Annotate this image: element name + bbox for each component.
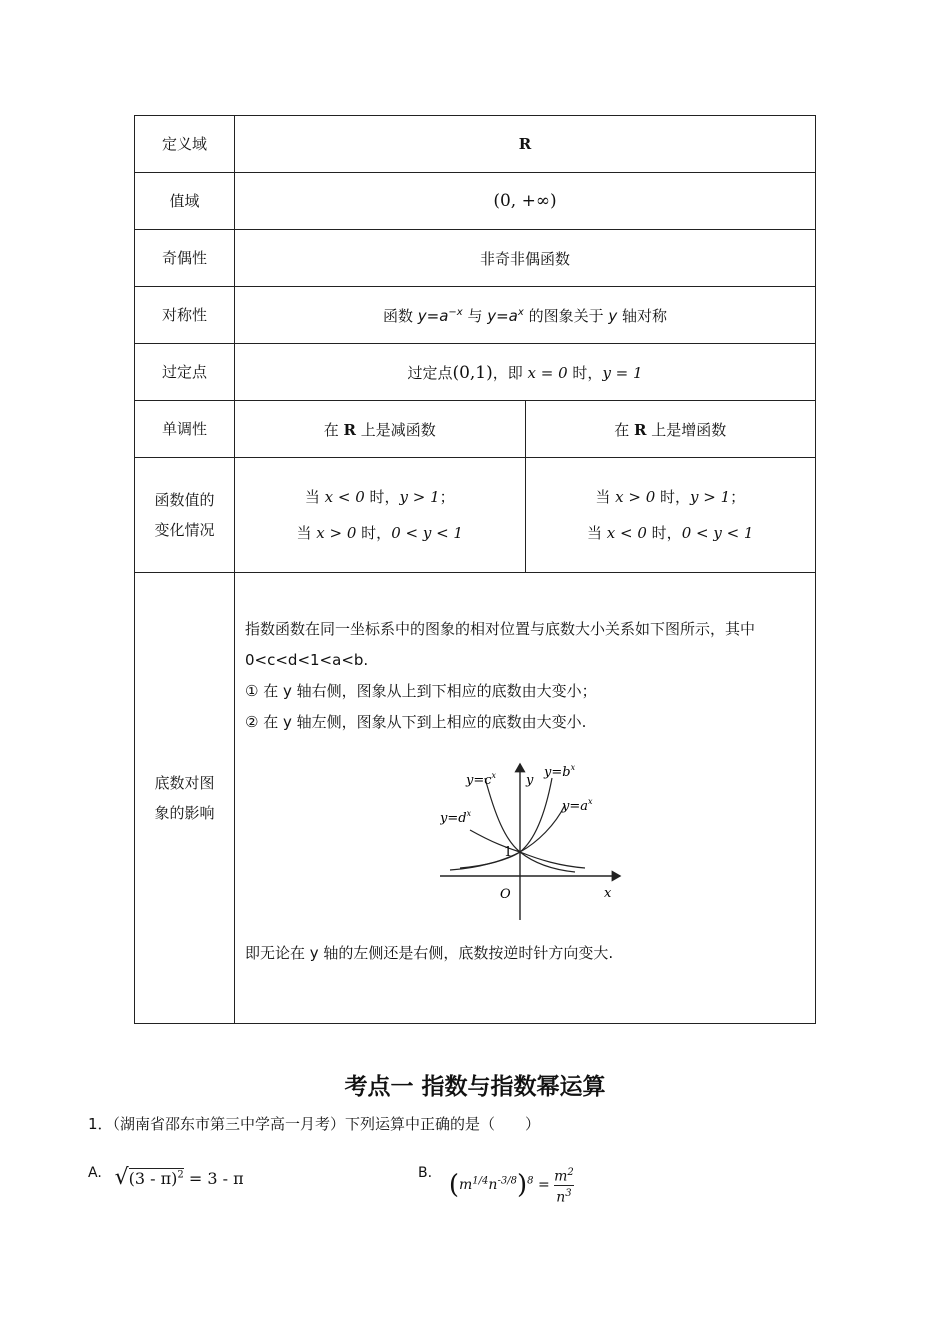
label-monotonic: 单调性 — [135, 401, 235, 458]
label-curve-b: $y=b^x$ — [544, 763, 576, 780]
label-curve-d: $y=d^x$ — [440, 809, 472, 826]
label-fixed-point: 过定点 — [135, 344, 235, 401]
label-symmetry: 对称性 — [135, 287, 235, 344]
label-axis-x: x — [604, 886, 612, 901]
value-change-line: 当 x < 0 时，0 < y < 1 — [587, 524, 754, 542]
question-number: 1． — [88, 1115, 113, 1133]
value-fixed-point: 过定点(0,1)，即 x = 0 时，y = 1 — [235, 344, 816, 401]
value-domain: R — [235, 116, 816, 173]
label-curve-c: $y=c^x$ — [466, 771, 497, 788]
row-parity — [135, 230, 816, 287]
question-text: （湖南省邵东市第三中学高一月考）下列运算中正确的是（ ） — [112, 1115, 541, 1133]
option-b-expression: $(m^{1/4}n^{-3/8})^8$ = $\frac{m^2}{n^3}$ — [448, 1167, 574, 1206]
label-domain: 定义域 — [135, 116, 235, 173]
option-a-expression: √(3 - π)$^2$ = 3 - π — [114, 1165, 244, 1190]
row-base-influence — [135, 573, 816, 1024]
row-value-change — [135, 458, 816, 573]
value-base-influence — [235, 573, 816, 1024]
influence-conclusion: 即无论在 y 轴的左侧还是右侧，底数按逆时针方向变大. — [245, 944, 614, 962]
option-a — [88, 1165, 244, 1190]
option-b-label: B. — [418, 1165, 433, 1181]
label-parity: 奇偶性 — [135, 230, 235, 287]
value-change-line: 当 x < 0 时，y > 1； — [304, 488, 455, 506]
exponential-properties-table — [134, 115, 816, 1024]
label-origin: O — [500, 887, 511, 902]
section-heading: 考点一 指数与指数幂运算 — [344, 1074, 606, 1100]
influence-intro: 指数函数在同一坐标系中的图象的相对位置与底数大小关系如下图所示，其中 0<c<d<1<a<b. — [245, 620, 756, 669]
label-range: 值域 — [135, 173, 235, 230]
value-change-line: 当 x > 0 时，0 < y < 1 — [296, 524, 463, 542]
row-range — [135, 173, 816, 230]
exponential-curves-graph — [440, 760, 630, 920]
row-fixed-point — [135, 344, 816, 401]
influence-point-1: ① 在 y 轴右侧，图象从上到下相应的底数由大变小； — [245, 682, 597, 700]
value-change-line: 当 x > 0 时，y > 1； — [595, 488, 746, 506]
option-b — [418, 1165, 574, 1205]
question-1 — [88, 1113, 540, 1134]
value-symmetry: 函数 $y=a^{-x}$ 与 $y=a^x$ 的图象关于 y 轴对称 — [235, 287, 816, 344]
value-change-increasing — [525, 458, 816, 573]
label-base-influence: 底数对图 象的影响 — [135, 573, 235, 1024]
value-change-decreasing — [235, 458, 526, 573]
row-domain — [135, 116, 816, 173]
value-parity: 非奇非偶函数 — [235, 230, 816, 287]
option-a-label: A. — [88, 1165, 102, 1181]
influence-point-2: ② 在 y 轴左侧，图象从下到上相应的底数由大变小. — [245, 713, 587, 731]
row-monotonic — [135, 401, 816, 458]
label-curve-a: $y=a^x$ — [562, 797, 593, 814]
curve-a — [460, 805, 565, 868]
value-monotonic-increasing: 在 R 上是增函数 — [525, 401, 816, 458]
value-monotonic-decreasing: 在 R 上是减函数 — [235, 401, 526, 458]
label-axis-y: y — [526, 773, 534, 788]
curve-d — [470, 830, 585, 868]
curve-c — [485, 778, 575, 872]
label-value-change: 函数值的 变化情况 — [135, 458, 235, 573]
label-one: 1 — [504, 845, 513, 860]
value-range: (0, +∞) — [235, 173, 816, 230]
row-symmetry — [135, 287, 816, 344]
